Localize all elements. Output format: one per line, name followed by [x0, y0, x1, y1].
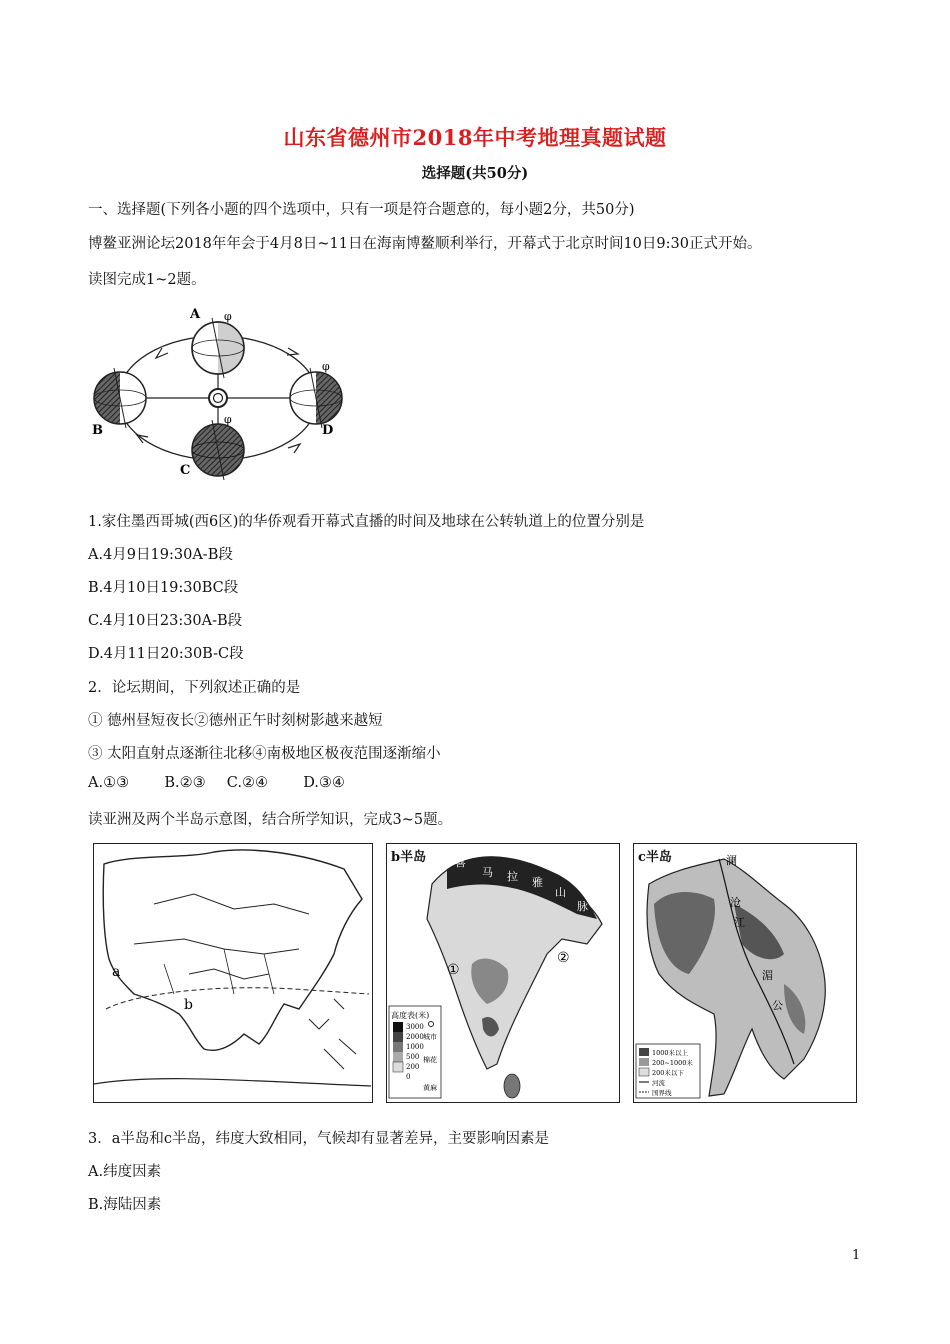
c-place-2: 沧	[730, 896, 741, 909]
b-peninsula-title: b半岛	[389, 846, 428, 865]
c-place-5: 公	[772, 999, 783, 1012]
label-b: B	[92, 423, 103, 438]
page-title: 山东省德州市2018年中考地理真题试题	[283, 125, 667, 150]
c-legend-4: 河流	[652, 1079, 665, 1087]
c-legend-3: 200米以下	[652, 1069, 684, 1077]
question-2-option-c: C.②④	[226, 775, 268, 791]
question-1-option-a: A.4月9日19:30A-B段	[88, 547, 233, 563]
context-paragraph: 博鳌亚洲论坛2018年年会于4月8日~11日在海南博鳌顺利举行，开幕式于北京时间10日9:30正式开始。	[88, 236, 762, 252]
page-number: 1	[852, 1248, 861, 1263]
b-place-2: 马	[482, 866, 493, 879]
question-2-option-d: D.③④	[303, 775, 345, 791]
section-subtitle: 选择题(共50分)	[421, 165, 529, 182]
asia-label-b: b	[184, 997, 193, 1013]
axis-symbol-d: φ	[322, 360, 330, 373]
question-2-options	[88, 775, 345, 791]
question-2-stem: 2．论坛期间，下列叙述正确的是	[88, 680, 301, 696]
c-legend-1: 1000米以上	[652, 1049, 689, 1057]
b-legend-level-3: 1000	[406, 1043, 424, 1051]
b-legend-jute: 黄麻	[423, 1084, 437, 1092]
b-legend-level-1: 3000	[406, 1023, 424, 1031]
b-place-3: 拉	[507, 870, 518, 883]
earth-position-b	[94, 368, 146, 428]
b-legend-level-6: 0	[406, 1073, 411, 1081]
earth-position-c	[192, 420, 244, 480]
b-peninsula-map	[386, 843, 620, 1103]
c-legend-2: 200~1000米	[652, 1059, 693, 1067]
c-place-1: 澜	[726, 854, 737, 867]
b-place-4: 雅	[532, 876, 543, 889]
earth-position-a	[192, 318, 244, 378]
axis-symbol-c: φ	[224, 413, 232, 426]
question-1-option-d: D.4月11日20:30B-C段	[88, 646, 244, 662]
question-2-statement-2: ③ 太阳直射点逐渐往北移④南极地区极夜范围逐渐缩小	[88, 746, 441, 762]
asia-map	[93, 843, 373, 1103]
question-1-option-b: B.4月10日19:30BC段	[88, 580, 239, 596]
b-place-5: 山	[555, 886, 566, 899]
b-legend-cotton: 棉花	[423, 1056, 437, 1064]
c-legend-5: 国界线	[652, 1089, 672, 1097]
c-place-4: 湄	[762, 969, 773, 982]
label-d: D	[322, 423, 334, 438]
question-1-option-c: C.4月10日23:30A-B段	[88, 613, 243, 629]
c-place-3: 江	[734, 916, 745, 929]
map-instruction: 读亚洲及两个半岛示意图，结合所学知识，完成3~5题。	[88, 812, 453, 828]
question-3-option-a: A.纬度因素	[88, 1164, 162, 1180]
section-instruction: 一、选择题(下列各小题的四个选项中，只有一项是符合题意的，每小题2分，共50分)	[88, 202, 635, 218]
b-legend-title: 高度表(米)	[391, 1011, 430, 1020]
figure-instruction: 读图完成1~2题。	[88, 272, 206, 288]
b-marker-1: ①	[447, 962, 460, 978]
question-2-option-b: B.②③	[164, 775, 206, 791]
asia-label-a: a	[112, 964, 121, 980]
question-2-option-a: A.①③	[88, 775, 130, 791]
label-a: A	[190, 307, 201, 322]
b-place-1: 喜	[455, 856, 466, 869]
b-place-6: 脉	[577, 900, 588, 913]
label-c: C	[180, 463, 191, 478]
b-legend-level-5: 200	[406, 1063, 420, 1071]
question-3-stem: 3．a半岛和c半岛，纬度大致相同，气候却有显著差异，主要影响因素是	[88, 1131, 549, 1147]
earth-position-d	[290, 368, 342, 428]
axis-symbol-a: φ	[224, 310, 232, 323]
b-legend-level-2: 2000	[406, 1033, 424, 1041]
earth-orbit-diagram	[88, 298, 353, 498]
b-marker-2: ②	[557, 950, 570, 966]
c-peninsula-map	[633, 843, 857, 1103]
question-2-statement-1: ① 德州昼短夜长②德州正午时刻树影越来越短	[88, 713, 383, 729]
question-3-option-b: B.海陆因素	[88, 1197, 162, 1213]
b-legend-level-4: 500	[406, 1053, 420, 1061]
c-peninsula-title: c半岛	[636, 846, 674, 865]
question-1-stem: 1.家住墨西哥城(西6区)的华侨观看开幕式直播的时间及地球在公转轨道上的位置分别是	[88, 514, 645, 530]
b-legend-city: 城市	[423, 1033, 437, 1041]
